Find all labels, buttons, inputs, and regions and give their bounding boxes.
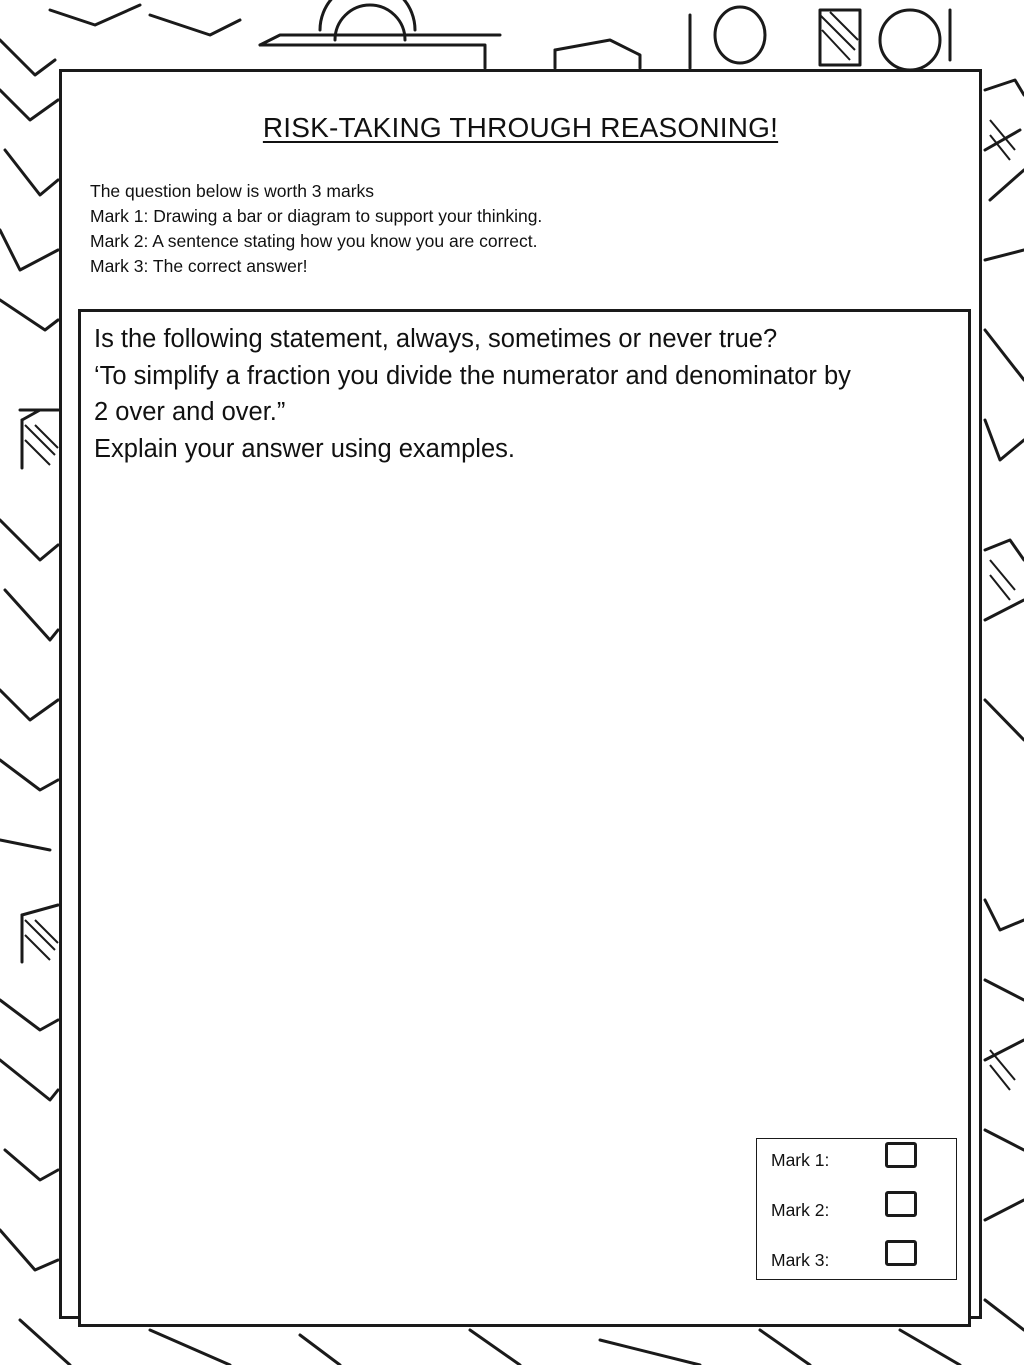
- mark-3-checkbox[interactable]: [885, 1240, 917, 1266]
- instruction-line: The question below is worth 3 marks: [90, 181, 375, 201]
- mark-2-checkbox[interactable]: [885, 1191, 917, 1217]
- mark-3-label: Mark 3:: [771, 1250, 830, 1270]
- marking-instructions: [90, 179, 542, 279]
- question-line: ‘To simplify a fraction you divide the numerator and denominator by: [94, 361, 851, 390]
- marks-checklist: [756, 1138, 957, 1280]
- instruction-line: Mark 3: The correct answer!: [90, 256, 308, 276]
- worksheet-title: RISK-TAKING THROUGH REASONING!: [262, 112, 779, 143]
- instruction-line: Mark 1: Drawing a bar or diagram to support your thinking.: [90, 206, 543, 226]
- mark-1-label: Mark 1:: [771, 1150, 830, 1170]
- question-line: Explain your answer using examples.: [94, 434, 515, 463]
- mark-1-checkbox[interactable]: [885, 1142, 917, 1168]
- question-text: [94, 321, 954, 467]
- question-line: Is the following statement, always, sometimes or never true?: [94, 325, 778, 353]
- question-line: 2 over and over.”: [94, 398, 286, 426]
- instruction-line: Mark 2: A sentence stating how you know you are correct.: [90, 231, 538, 251]
- mark-2-label: Mark 2:: [771, 1200, 830, 1220]
